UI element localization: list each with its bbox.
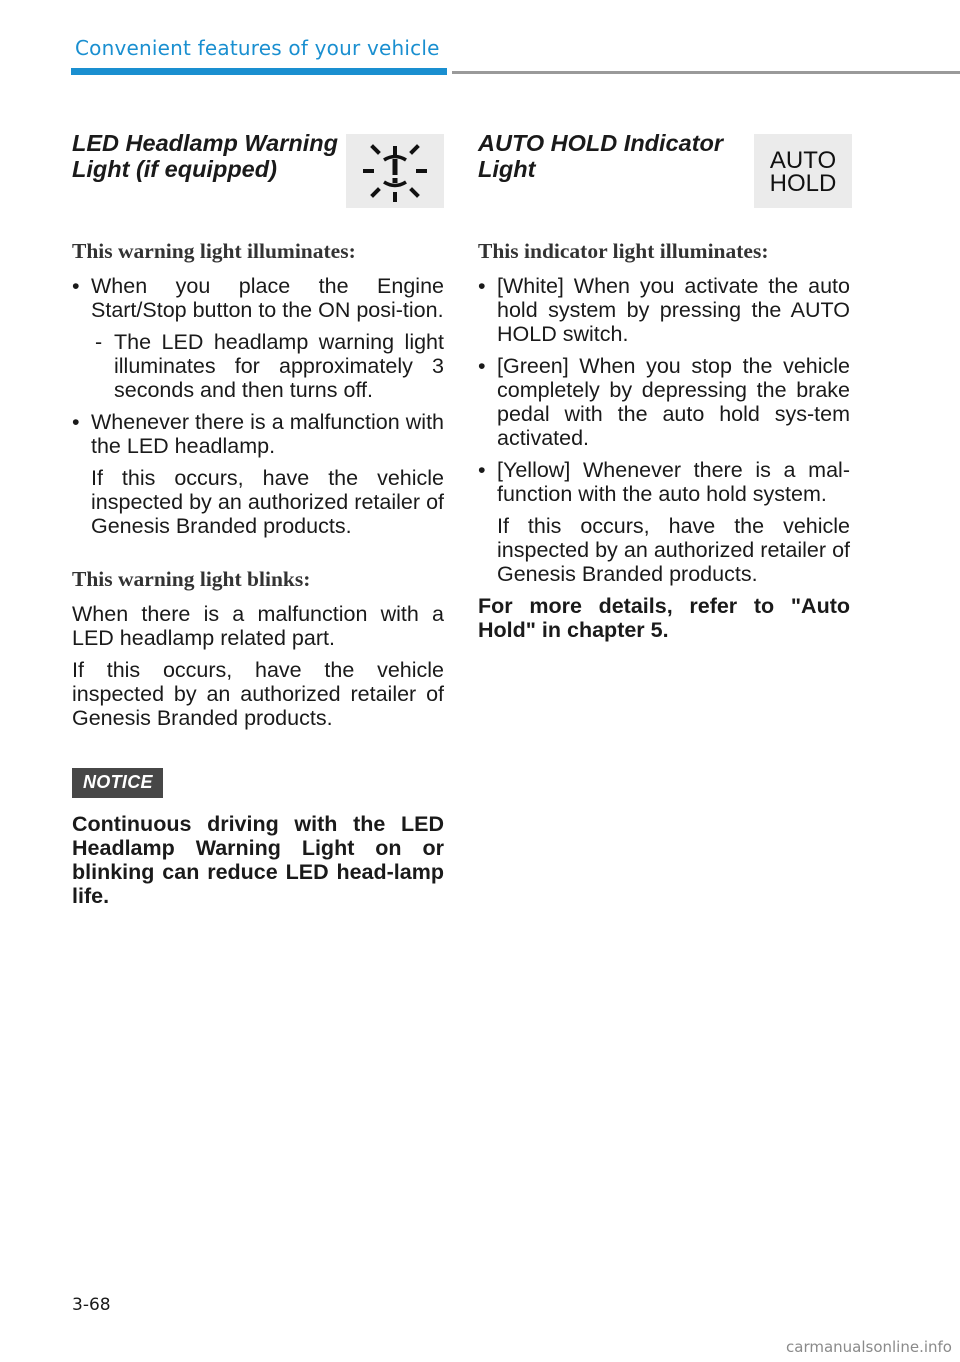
bullet-icon: •	[72, 274, 80, 298]
bullet-text: Whenever there is a malfunction with the LED headlamp.	[91, 410, 444, 458]
led-headlamp-warning-icon	[346, 134, 444, 208]
bullet-note: If this occurs, have the vehicle inspected by an authorized retailer of Genesis Branded products.	[91, 466, 444, 538]
bullet-note: If this occurs, have the vehicle inspected by an authorized retailer of Genesis Branded products.	[497, 514, 850, 586]
auto-hold-icon-line2: HOLD	[769, 170, 837, 197]
auto-hold-icon-line1: AUTO	[769, 147, 837, 174]
auto-hold-icon	[754, 134, 852, 208]
bullet-icon: •	[478, 458, 486, 482]
auto-hold-title: AUTO HOLD Indicator Light	[478, 130, 724, 182]
sub-list-item	[72, 330, 444, 402]
refer-text: For more details, refer to "Auto Hold" in chapter 5.	[478, 594, 850, 642]
list-item	[478, 458, 850, 506]
section-header: Convenient features of your vehicle	[75, 36, 440, 60]
watermark-link[interactable]: carmanualsonline.info	[786, 1338, 952, 1356]
left-column	[72, 130, 444, 908]
bullet-icon: •	[72, 410, 80, 434]
page-number: 3-68	[72, 1295, 111, 1315]
bullet-icon: •	[478, 354, 486, 378]
bullet-icon: •	[478, 274, 486, 298]
bullet-text: [White] When you activate the auto hold system by pressing the AUTO HOLD switch.	[497, 274, 850, 346]
paragraph: If this occurs, have the vehicle inspected by an authorized retailer of Genesis Branded products.	[72, 658, 444, 730]
paragraph: When there is a malfunction with a LED headlamp related part.	[72, 602, 444, 650]
bullet-text: When you place the Engine Start/Stop button to the ON posi-tion.	[91, 274, 444, 322]
dash-icon: -	[95, 330, 103, 354]
header-accent-bar	[71, 68, 447, 75]
list-item	[478, 354, 850, 450]
blinks-subheading: This warning light blinks:	[72, 567, 311, 591]
auto-hold-section-header	[478, 130, 850, 238]
notice-text: Continuous driving with the LED Headlamp Warning Light on or blinking can reduce LED head-lamp life.	[72, 812, 444, 908]
list-item	[72, 410, 444, 458]
sub-item-text: The LED headlamp warning light illuminates for approximately 3 seconds and then turns off.	[114, 330, 444, 402]
notice-badge: NOTICE	[72, 768, 163, 798]
illuminates-subheading: This warning light illuminates:	[72, 239, 356, 263]
led-headlamp-title: LED Headlamp Warning Light (if equipped)	[72, 130, 338, 182]
header-rule	[452, 71, 960, 74]
right-column	[478, 130, 850, 642]
list-item	[72, 274, 444, 322]
bullet-text: [Yellow] Whenever there is a mal-function with the auto hold system.	[497, 458, 850, 506]
list-item	[478, 274, 850, 346]
illuminates-subheading: This indicator light illuminates:	[478, 239, 769, 263]
bullet-text: [Green] When you stop the vehicle completely by depressing the brake pedal with the auto hold sys-tem activated.	[497, 354, 850, 450]
led-headlamp-section-header	[72, 130, 444, 238]
